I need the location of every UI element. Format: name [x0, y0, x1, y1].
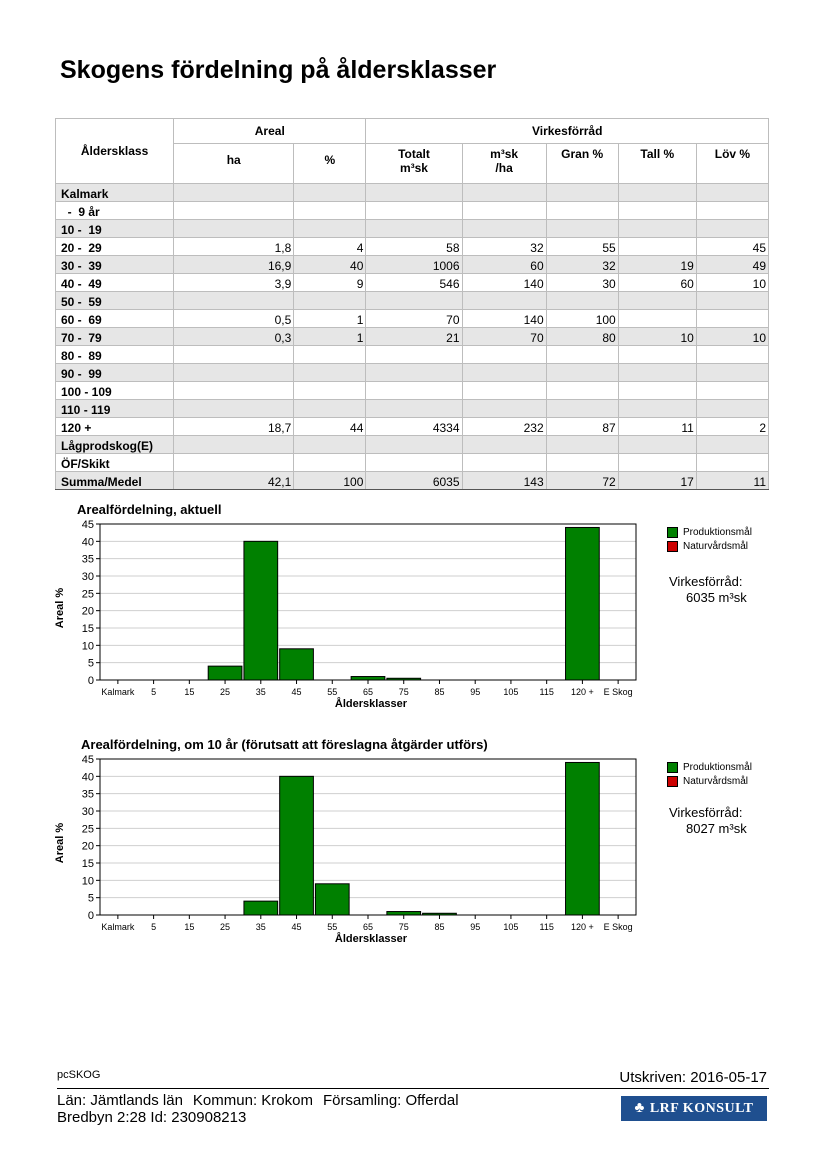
clover-icon: ♣ — [634, 1100, 645, 1116]
legend-swatch-green — [667, 762, 678, 773]
table-row — [56, 436, 769, 454]
cell-gran — [546, 202, 618, 220]
cell-gran — [546, 382, 618, 400]
cell-tall: 11 — [618, 418, 696, 436]
table-row — [56, 220, 769, 238]
cell-tall — [618, 346, 696, 364]
legend-item-produktionsmal: Produktionsmål — [667, 760, 752, 774]
y-tick-label: 0 — [87, 910, 94, 922]
bar — [387, 912, 421, 915]
cell-lov — [696, 220, 768, 238]
cell-tot: 546 — [366, 274, 462, 292]
x-tick-label: 15 — [184, 922, 195, 932]
cell-tall: 19 — [618, 256, 696, 274]
cell-lov — [696, 202, 768, 220]
sum-tall: 17 — [618, 472, 696, 490]
age-class-label: 70 - 79 — [56, 328, 174, 346]
cell-ha — [174, 364, 294, 382]
cell-ha — [174, 346, 294, 364]
cell-tot — [366, 454, 462, 472]
cell-tall — [618, 382, 696, 400]
x-tick-label: 75 — [398, 922, 409, 932]
header-lov: Löv % — [696, 144, 768, 184]
cell-tot — [366, 184, 462, 202]
legend-swatch-green — [667, 527, 678, 538]
age-class-label: ÖF/Skikt — [56, 454, 174, 472]
footer-location — [57, 1092, 469, 1126]
cell-gran — [546, 436, 618, 454]
sum-lov: 11 — [696, 472, 768, 490]
bar — [315, 884, 349, 915]
plot-frame — [100, 524, 636, 680]
cell-ha — [174, 400, 294, 418]
cell-lov: 49 — [696, 256, 768, 274]
print-date: Utskriven: 2016-05-17 — [619, 1069, 767, 1086]
cell-tot — [366, 364, 462, 382]
table-row — [56, 400, 769, 418]
cell-ha — [174, 220, 294, 238]
bar — [566, 527, 600, 680]
x-axis-label: Åldersklasser — [334, 698, 408, 710]
cell-tot — [366, 292, 462, 310]
y-tick-label: 25 — [81, 588, 94, 601]
y-tick-label: 40 — [81, 771, 94, 784]
y-tick-label: 45 — [81, 519, 94, 531]
y-tick-label: 20 — [81, 840, 94, 853]
cell-pct: 1 — [294, 328, 366, 346]
cell-m3ha — [462, 220, 546, 238]
cell-pct — [294, 220, 366, 238]
header-totalt: Totalt m³sk — [366, 144, 462, 184]
table-row — [56, 382, 769, 400]
cell-gran — [546, 292, 618, 310]
cell-tot — [366, 202, 462, 220]
cell-ha: 18,7 — [174, 418, 294, 436]
y-axis-label: Areal % — [54, 822, 66, 864]
chart-1-title: Arealfördelning, aktuell — [77, 502, 222, 517]
legend-item-produktionsmal: Produktionsmål — [667, 525, 752, 539]
cell-lov — [696, 310, 768, 328]
age-class-label: 90 - 99 — [56, 364, 174, 382]
table-row — [56, 184, 769, 202]
cell-lov — [696, 184, 768, 202]
cell-m3ha — [462, 382, 546, 400]
bar — [280, 649, 314, 680]
cell-ha — [174, 184, 294, 202]
x-tick-label: 120 + — [571, 687, 594, 697]
cell-lov: 10 — [696, 328, 768, 346]
cell-tall: 10 — [618, 328, 696, 346]
cell-tall — [618, 400, 696, 418]
cell-gran: 100 — [546, 310, 618, 328]
header-tall: Tall % — [618, 144, 696, 184]
cell-lov: 10 — [696, 274, 768, 292]
cell-tot — [366, 382, 462, 400]
header-ha: ha — [174, 144, 294, 184]
cell-pct: 44 — [294, 418, 366, 436]
header-gran: Gran % — [546, 144, 618, 184]
x-tick-label: 85 — [434, 687, 445, 697]
y-tick-label: 40 — [81, 536, 94, 549]
x-tick-label: 95 — [470, 687, 481, 697]
cell-m3ha — [462, 292, 546, 310]
y-tick-label: 10 — [81, 640, 94, 653]
cell-m3ha: 70 — [462, 328, 546, 346]
legend-item-naturvardsmal: Naturvårdsmål — [667, 774, 752, 788]
x-tick-label: Kalmark — [101, 687, 135, 697]
cell-gran — [546, 454, 618, 472]
x-axis-label: Åldersklasser — [334, 933, 408, 945]
cell-gran — [546, 184, 618, 202]
cell-pct — [294, 382, 366, 400]
cell-tall: 60 — [618, 274, 696, 292]
age-class-label: - 9 år — [56, 202, 174, 220]
program-name: pcSKOG — [57, 1069, 101, 1081]
footer-kommun: Kommun: Krokom — [192, 1092, 313, 1109]
y-tick-label: 35 — [81, 788, 94, 801]
cell-lov — [696, 382, 768, 400]
y-tick-label: 45 — [81, 754, 94, 766]
lrf-konsult-logo: ♣ LRF KONSULT — [621, 1096, 767, 1121]
x-tick-label: 55 — [327, 687, 338, 697]
footer-forsamling: Församling: Offerdal — [322, 1092, 459, 1109]
cell-m3ha: 32 — [462, 238, 546, 256]
x-tick-label: Kalmark — [101, 922, 135, 932]
cell-tot — [366, 436, 462, 454]
cell-m3ha: 140 — [462, 274, 546, 292]
age-class-label: 50 - 59 — [56, 292, 174, 310]
header-percent: % — [294, 144, 366, 184]
bar — [208, 666, 242, 680]
cell-tall — [618, 364, 696, 382]
legend-swatch-red — [667, 776, 678, 787]
cell-gran — [546, 220, 618, 238]
table-row — [56, 292, 769, 310]
sum-gran: 72 — [546, 472, 618, 490]
cell-lov — [696, 400, 768, 418]
cell-ha — [174, 382, 294, 400]
x-tick-label: 75 — [398, 687, 409, 697]
y-tick-label: 15 — [81, 623, 94, 635]
table-row — [56, 238, 769, 256]
age-class-label: 10 - 19 — [56, 220, 174, 238]
cell-pct — [294, 292, 366, 310]
cell-gran — [546, 346, 618, 364]
cell-tot: 1006 — [366, 256, 462, 274]
age-class-label: 120 + — [56, 418, 174, 436]
cell-lov: 45 — [696, 238, 768, 256]
bar — [351, 677, 385, 680]
x-tick-label: 35 — [255, 687, 266, 697]
cell-tot — [366, 400, 462, 418]
header-areal: Areal — [174, 119, 366, 144]
cell-m3ha: 60 — [462, 256, 546, 274]
cell-gran: 80 — [546, 328, 618, 346]
table-row — [56, 364, 769, 382]
y-tick-label: 10 — [81, 875, 94, 888]
x-tick-label: 45 — [291, 687, 302, 697]
table-row — [56, 454, 769, 472]
x-tick-label: 35 — [255, 922, 266, 932]
y-tick-label: 35 — [81, 553, 94, 566]
cell-tall — [618, 454, 696, 472]
cell-tall — [618, 436, 696, 454]
y-tick-label: 5 — [87, 892, 94, 905]
cell-m3ha — [462, 364, 546, 382]
table-row — [56, 274, 769, 292]
age-class-label: 40 - 49 — [56, 274, 174, 292]
y-tick-label: 0 — [87, 675, 94, 687]
chart-2-virkesforrad: Virkesförråd: 8027 m³sk — [669, 805, 747, 836]
cell-pct — [294, 364, 366, 382]
cell-pct — [294, 400, 366, 418]
cell-tot — [366, 220, 462, 238]
table-row — [56, 346, 769, 364]
cell-gran — [546, 364, 618, 382]
cell-pct — [294, 454, 366, 472]
footer-lan: Län: Jämtlands län — [57, 1092, 183, 1109]
cell-tall — [618, 238, 696, 256]
cell-tot: 58 — [366, 238, 462, 256]
cell-gran: 87 — [546, 418, 618, 436]
cell-ha: 0,5 — [174, 310, 294, 328]
cell-tall — [618, 202, 696, 220]
y-tick-label: 20 — [81, 605, 94, 618]
cell-m3ha: 232 — [462, 418, 546, 436]
age-class-label: Kalmark — [56, 184, 174, 202]
x-tick-label: 25 — [220, 922, 231, 932]
x-tick-label: 5 — [151, 687, 157, 697]
cell-lov — [696, 364, 768, 382]
sum-tot: 6035 — [366, 472, 462, 490]
table-row — [56, 328, 769, 346]
sum-pct: 100 — [294, 472, 366, 490]
x-tick-label: 65 — [362, 687, 374, 697]
age-class-label: 80 - 89 — [56, 346, 174, 364]
sum-m3ha: 143 — [462, 472, 546, 490]
x-tick-label: 105 — [503, 922, 519, 932]
cell-m3ha — [462, 202, 546, 220]
cell-tall — [618, 292, 696, 310]
cell-ha: 0,3 — [174, 328, 294, 346]
table-row — [56, 256, 769, 274]
cell-gran: 30 — [546, 274, 618, 292]
cell-pct — [294, 202, 366, 220]
header-m3sk-ha: m³sk /ha — [462, 144, 546, 184]
y-tick-label: 30 — [81, 571, 94, 583]
cell-ha — [174, 436, 294, 454]
age-class-label: 60 - 69 — [56, 310, 174, 328]
age-class-label: 100 - 109 — [56, 382, 174, 400]
cell-tall — [618, 220, 696, 238]
cell-lov: 2 — [696, 418, 768, 436]
cell-m3ha — [462, 400, 546, 418]
chart-2-legend — [667, 760, 752, 788]
header-age-class: Åldersklass — [56, 119, 174, 184]
bar — [280, 776, 314, 915]
footer-property: Bredbyn 2:28 Id: 230908213 — [57, 1109, 247, 1126]
cell-m3ha — [462, 436, 546, 454]
y-tick-label: 25 — [81, 823, 94, 836]
x-tick-label: 65 — [362, 922, 374, 932]
table-row — [56, 202, 769, 220]
x-tick-label: 55 — [327, 922, 338, 932]
sum-label: Summa/Medel — [56, 472, 174, 490]
chart-1-legend — [667, 525, 752, 553]
cell-tot — [366, 346, 462, 364]
cell-tot: 70 — [366, 310, 462, 328]
y-tick-label: 15 — [81, 858, 94, 870]
sum-row — [56, 472, 769, 490]
cell-m3ha — [462, 454, 546, 472]
plot-frame — [100, 759, 636, 915]
age-class-label: 20 - 29 — [56, 238, 174, 256]
x-tick-label: E Skog — [603, 687, 633, 697]
table-row — [56, 418, 769, 436]
bar — [244, 541, 278, 680]
cell-gran — [546, 400, 618, 418]
cell-ha: 16,9 — [174, 256, 294, 274]
legend-item-naturvardsmal: Naturvårdsmål — [667, 539, 752, 553]
cell-pct: 1 — [294, 310, 366, 328]
cell-m3ha: 140 — [462, 310, 546, 328]
cell-pct — [294, 436, 366, 454]
table-row — [56, 310, 769, 328]
x-tick-label: 15 — [184, 687, 195, 697]
chart-1-virkesforrad: Virkesförråd: 6035 m³sk — [669, 574, 747, 605]
x-tick-label: 45 — [291, 922, 302, 932]
cell-ha — [174, 202, 294, 220]
x-tick-label: 85 — [434, 922, 445, 932]
age-class-label: Lågprodskog(E) — [56, 436, 174, 454]
x-tick-label: E Skog — [603, 922, 633, 932]
y-axis-label: Areal % — [54, 587, 66, 629]
cell-gran: 55 — [546, 238, 618, 256]
bar — [244, 901, 278, 915]
page-title: Skogens fördelning på åldersklasser — [60, 56, 497, 84]
cell-pct — [294, 346, 366, 364]
age-class-label: 110 - 119 — [56, 400, 174, 418]
x-tick-label: 120 + — [571, 922, 594, 932]
cell-tot: 21 — [366, 328, 462, 346]
cell-lov — [696, 292, 768, 310]
cell-tall — [618, 184, 696, 202]
age-class-label: 30 - 39 — [56, 256, 174, 274]
cell-m3ha — [462, 184, 546, 202]
y-tick-label: 5 — [87, 657, 94, 670]
footer-divider — [57, 1088, 769, 1089]
cell-pct: 4 — [294, 238, 366, 256]
cell-ha: 3,9 — [174, 274, 294, 292]
age-class-table — [55, 118, 769, 490]
cell-ha — [174, 292, 294, 310]
x-tick-label: 115 — [539, 687, 554, 697]
cell-pct: 9 — [294, 274, 366, 292]
x-tick-label: 5 — [151, 922, 157, 932]
x-tick-label: 25 — [220, 687, 231, 697]
legend-swatch-red — [667, 541, 678, 552]
y-tick-label: 30 — [81, 806, 94, 818]
cell-ha — [174, 454, 294, 472]
bar — [566, 762, 600, 915]
cell-gran: 32 — [546, 256, 618, 274]
cell-lov — [696, 346, 768, 364]
x-tick-label: 95 — [470, 922, 481, 932]
x-tick-label: 115 — [539, 922, 554, 932]
cell-pct — [294, 184, 366, 202]
cell-lov — [696, 436, 768, 454]
cell-pct: 40 — [294, 256, 366, 274]
chart-2-title: Arealfördelning, om 10 år (förutsatt att föreslagna åtgärder utförs) — [81, 737, 488, 752]
x-tick-label: 105 — [503, 687, 519, 697]
cell-lov — [696, 454, 768, 472]
cell-m3ha — [462, 346, 546, 364]
cell-ha: 1,8 — [174, 238, 294, 256]
sum-ha: 42,1 — [174, 472, 294, 490]
cell-tall — [618, 310, 696, 328]
header-virkesforrad: Virkesförråd — [366, 119, 769, 144]
cell-tot: 4334 — [366, 418, 462, 436]
